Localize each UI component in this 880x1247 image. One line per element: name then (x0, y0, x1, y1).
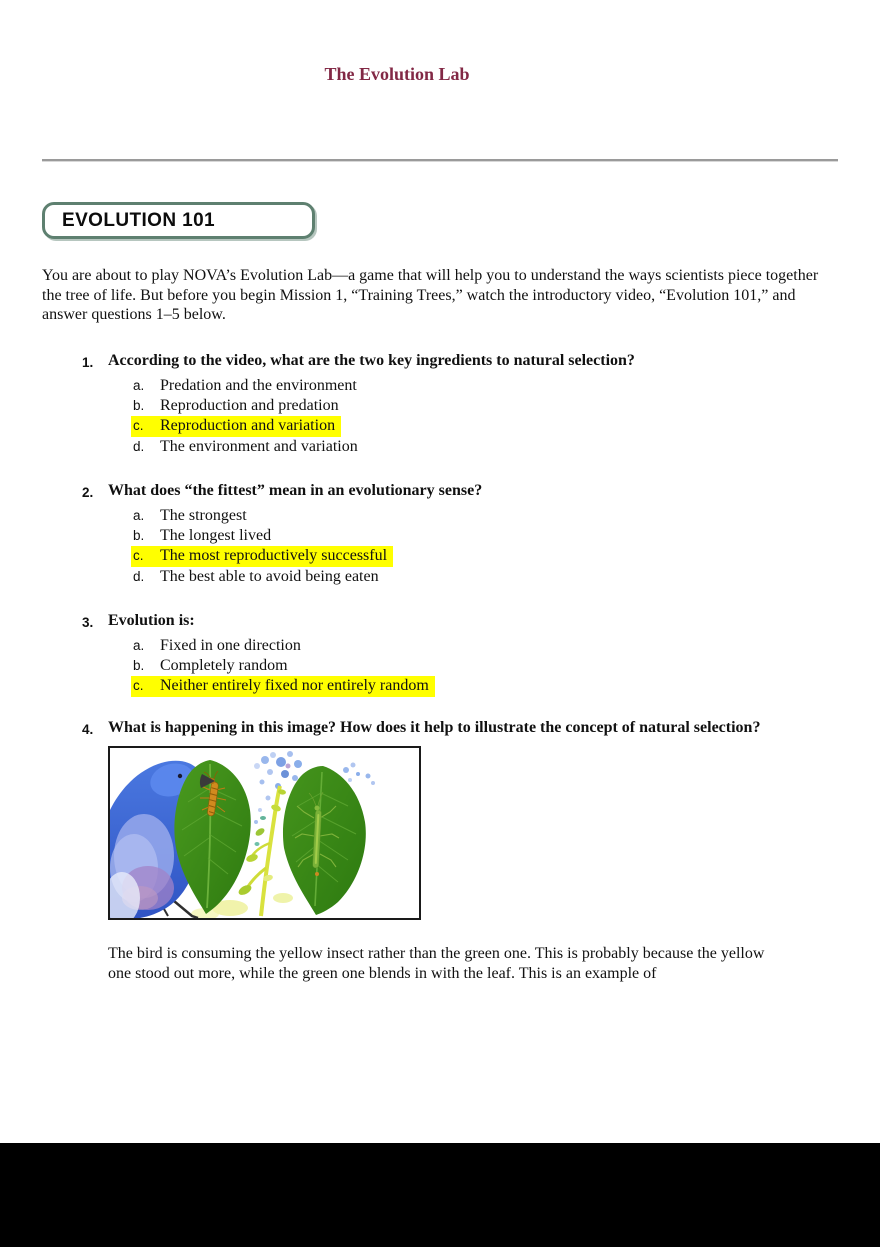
intro-paragraph: You are about to play NOVA’s Evolution Lab—a game that will help you to understand the ways scientists piece together the tree of life. But before you begin Mission 1, “Training Trees,” watch the introductory video, “Evolution 101,” and answer questions 1–5 below. (42, 267, 819, 323)
option-row-highlighted (133, 676, 838, 697)
option-letter: c. (133, 677, 144, 693)
question-number: 3. (82, 614, 94, 630)
question-number: 4. (82, 721, 94, 737)
question-head (82, 718, 838, 740)
question-text: According to the video, what are the two key ingredients to natural selection? (108, 351, 635, 369)
option-text: Reproduction and variation (160, 416, 336, 434)
option-text: The best able to avoid being eaten (160, 567, 379, 585)
question-number: 1. (82, 354, 94, 370)
option-letter: a. (133, 507, 145, 523)
page-title: The Evolution Lab (324, 64, 470, 84)
horizontal-rule (42, 159, 838, 162)
question-number: 2. (82, 484, 94, 500)
question-list (42, 351, 838, 920)
section-badge-label: EVOLUTION 101 (62, 209, 216, 231)
section-badge (42, 202, 315, 239)
bottom-black-bar (0, 1143, 880, 1247)
question-head (82, 481, 838, 503)
option-text: Fixed in one direction (160, 636, 301, 654)
question-text: What does “the fittest” mean in an evolutionary sense? (108, 481, 483, 499)
question-4 (82, 718, 838, 920)
answer-paragraph: The bird is consuming the yellow insect rather than the green one. This is probably because the yellow one stood out more, while the green one blends in with the leaf. This is an example of (108, 944, 765, 982)
question-2 (82, 481, 838, 587)
option-letter: c. (133, 417, 144, 433)
option-row (133, 506, 838, 526)
option-letter: d. (133, 568, 145, 584)
option-list (133, 506, 838, 587)
option-letter: d. (133, 438, 145, 454)
question-1 (82, 351, 838, 457)
option-letter: b. (133, 527, 145, 543)
option-row (133, 636, 838, 656)
option-text: Reproduction and predation (160, 396, 339, 414)
option-row-highlighted (133, 416, 838, 437)
right-leaf (283, 766, 366, 915)
option-row (133, 437, 838, 457)
option-row-highlighted (133, 546, 838, 567)
option-letter: a. (133, 637, 145, 653)
option-letter: b. (133, 657, 145, 673)
question-text: What is happening in this image? How does it help to illustrate the concept of natural selection? (108, 718, 761, 736)
option-row (133, 656, 838, 676)
option-text: The longest lived (160, 526, 272, 544)
option-letter: a. (133, 377, 145, 393)
question-3 (82, 611, 838, 697)
bird-leaves-illustration (110, 748, 419, 918)
option-text: Predation and the environment (160, 376, 357, 394)
option-text: Neither entirely fixed nor entirely random (160, 676, 429, 694)
option-text: The environment and variation (160, 437, 358, 455)
option-row (133, 567, 838, 587)
bird-leaves-figure (108, 746, 421, 920)
option-row (133, 376, 838, 396)
option-text: The strongest (160, 506, 247, 524)
option-text: Completely random (160, 656, 288, 674)
option-text: The most reproductively successful (160, 546, 388, 564)
option-row (133, 526, 838, 546)
question-head (82, 351, 838, 373)
option-list (133, 636, 838, 697)
option-letter: c. (133, 547, 144, 563)
option-list (133, 376, 838, 457)
question-text: Evolution is: (108, 611, 195, 629)
option-row (133, 396, 838, 416)
option-letter: b. (133, 397, 145, 413)
question-head (82, 611, 838, 633)
